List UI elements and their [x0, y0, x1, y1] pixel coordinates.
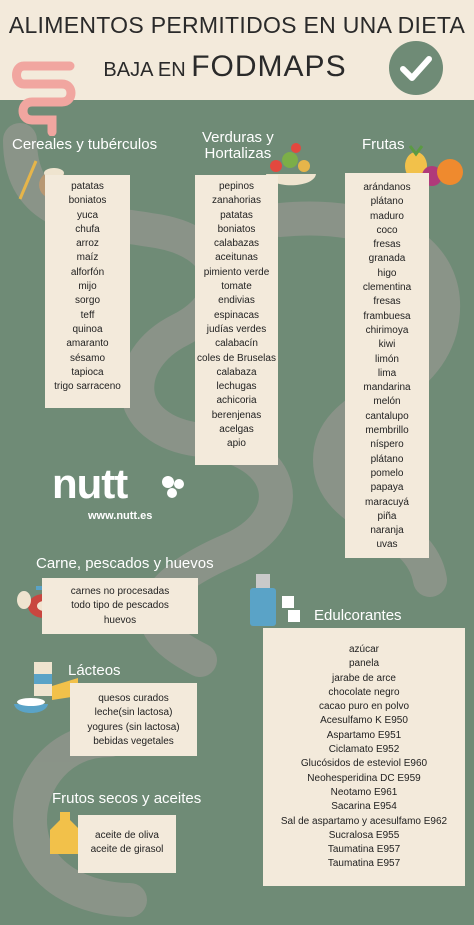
intestine-icon: [12, 56, 82, 136]
edulcorantes-title: Edulcorantes: [314, 607, 402, 624]
cereales-item: yuca: [76, 209, 99, 221]
lacteos-item: quesos curados: [98, 693, 169, 704]
frutas-item: arándanos: [363, 182, 411, 193]
frutas-item: maracuyá: [365, 496, 409, 508]
carne-item: huevos: [103, 614, 137, 626]
cereales-item: alforfón: [70, 266, 105, 278]
verduras-item: judías verdes: [206, 323, 267, 335]
frutas-item: frambuesa: [363, 310, 411, 322]
frutas-item: plátano: [370, 196, 404, 208]
lacteos-title: Lácteos: [68, 662, 121, 679]
cereales-title: Cereales y tubérculos: [12, 136, 158, 153]
cereales-item: maíz: [76, 252, 99, 264]
frutas-item: membrillo: [365, 425, 409, 437]
frutas-item: papaya: [370, 482, 404, 494]
frutos-title: Frutos secos y aceites: [52, 790, 202, 807]
verduras-title-line-1: Verduras y: [202, 129, 274, 146]
frutas-list: [345, 173, 429, 558]
brand-logo: nutt: [52, 460, 128, 507]
verduras-item: zanahorias: [212, 195, 261, 207]
verduras-item: pepinos: [218, 181, 255, 192]
frutas-item: melón: [373, 396, 401, 408]
verduras-item: calabaza: [216, 366, 257, 378]
cereales-item: trigo sarraceno: [54, 381, 121, 393]
edulcorantes-item: Acesulfamo K E950: [320, 715, 408, 727]
edulcorantes-item: panela: [348, 658, 380, 670]
edulcorantes-item: Neohesperidina DC E959: [307, 772, 421, 784]
frutas-item: higo: [377, 267, 397, 279]
frutas-item: fresas: [373, 296, 401, 308]
frutas-item: clementina: [362, 282, 412, 294]
edulcorantes-list: [263, 628, 465, 886]
edulcorantes-item: Taumatina E957: [327, 858, 401, 870]
verduras-item: calabacín: [215, 338, 258, 350]
verduras-item: pimiento verde: [203, 266, 270, 278]
verduras-list: [195, 175, 278, 465]
edulcorantes-item: Ciclamato E952: [328, 744, 400, 756]
lacteos-item: bebidas vegetales: [93, 735, 174, 747]
verduras-item: acelgas: [219, 424, 254, 436]
sweetener-jar-icon: [246, 572, 306, 630]
frutos-item: aceite de girasol: [90, 844, 164, 856]
cereales-item: sorgo: [74, 295, 100, 307]
edulcorantes-item: Neotamo E961: [330, 786, 398, 798]
cereales-item: boniatos: [68, 195, 107, 207]
verduras-item: boniatos: [217, 223, 256, 235]
frutas-item: piña: [377, 510, 397, 522]
cereales-item: amaranto: [66, 338, 109, 350]
frutas-item: naranja: [370, 525, 404, 537]
cereales-item: chufa: [75, 223, 100, 235]
cereales-list: [45, 175, 130, 408]
frutas-item: coco: [376, 224, 398, 236]
frutas-item: níspero: [370, 439, 404, 451]
frutas-title: Frutas: [362, 136, 405, 153]
frutas-item: fresas: [373, 239, 401, 251]
verduras-item: patatas: [220, 209, 253, 221]
verduras-item: tomate: [221, 281, 252, 293]
frutas-item: plátano: [370, 453, 404, 465]
frutas-item: chirimoya: [365, 324, 409, 336]
cereales-item: teff: [80, 309, 95, 321]
frutas-item: mandarina: [363, 382, 411, 394]
carne-list: [42, 578, 198, 634]
verduras-item: espinacas: [213, 309, 260, 321]
verduras-item: endivias: [218, 295, 255, 307]
edulcorantes-item: Sacarina E954: [331, 801, 397, 813]
title-line-2: [60, 50, 390, 84]
verduras-item: lechugas: [216, 381, 257, 393]
edulcorantes-item: chocolate negro: [328, 686, 400, 698]
edulcorantes-item: Sucralosa E955: [328, 829, 400, 841]
lacteos-item: yogures (sin lactosa): [87, 721, 180, 733]
frutas-item: cantalupo: [365, 410, 409, 422]
frutas-item: kiwi: [378, 339, 396, 351]
title-prefix: BAJA EN: [103, 59, 186, 81]
edulcorantes-item: Sal de aspartamo y acesulfamo E962: [280, 815, 448, 827]
cereales-item: tapioca: [71, 366, 104, 378]
frutas-item: pomelo: [370, 467, 404, 479]
edulcorantes-item: cacao puro en polvo: [318, 701, 410, 713]
frutas-item: uvas: [376, 539, 398, 551]
carne-item: carnes no procesadas: [70, 586, 170, 597]
frutas-item: granada: [368, 253, 406, 265]
cereales-item: quinoa: [72, 323, 103, 335]
verduras-item: coles de Bruselas: [197, 352, 276, 364]
lacteos-item: leche(sin lactosa): [94, 707, 173, 719]
lacteos-list: [70, 683, 197, 756]
brand-url: www.nutt.es: [88, 510, 153, 522]
carne-title: Carne, pescados y huevos: [36, 555, 214, 572]
cereales-item: sésamo: [69, 352, 105, 364]
cereales-item: mijo: [78, 281, 97, 293]
verduras-item: apio: [227, 438, 246, 450]
verduras-item: berenjenas: [211, 409, 262, 421]
edulcorantes-item: Aspartamo E951: [326, 729, 402, 741]
edulcorantes-item: azúcar: [348, 644, 379, 655]
carne-item: todo tipo de pescados: [71, 600, 169, 612]
frutas-item: maduro: [370, 210, 404, 222]
frutos-item: aceite de oliva: [95, 830, 159, 841]
edulcorantes-item: Glucósidos de esteviol E960: [300, 758, 428, 770]
check-icon: [388, 40, 444, 96]
edulcorantes-item: Taumatina E957: [327, 844, 401, 856]
verduras-title-line-2: Hortalizas: [204, 145, 272, 162]
cereales-item: arroz: [76, 238, 99, 250]
verduras-item: calabazas: [213, 238, 260, 250]
title-emphasis: FODMAPS: [191, 50, 347, 83]
frutas-item: limón: [375, 353, 399, 365]
leaf-logo-icon: [160, 474, 186, 500]
title-line-1: ALIMENTOS PERMITIDOS EN UNA DIETA: [8, 12, 466, 38]
frutos-list: [78, 815, 176, 873]
frutas-item: lima: [377, 367, 397, 379]
verduras-item: achicoria: [216, 395, 257, 407]
edulcorantes-item: jarabe de arce: [332, 672, 396, 684]
cereales-item: patatas: [71, 181, 104, 192]
verduras-item: aceitunas: [215, 252, 258, 264]
